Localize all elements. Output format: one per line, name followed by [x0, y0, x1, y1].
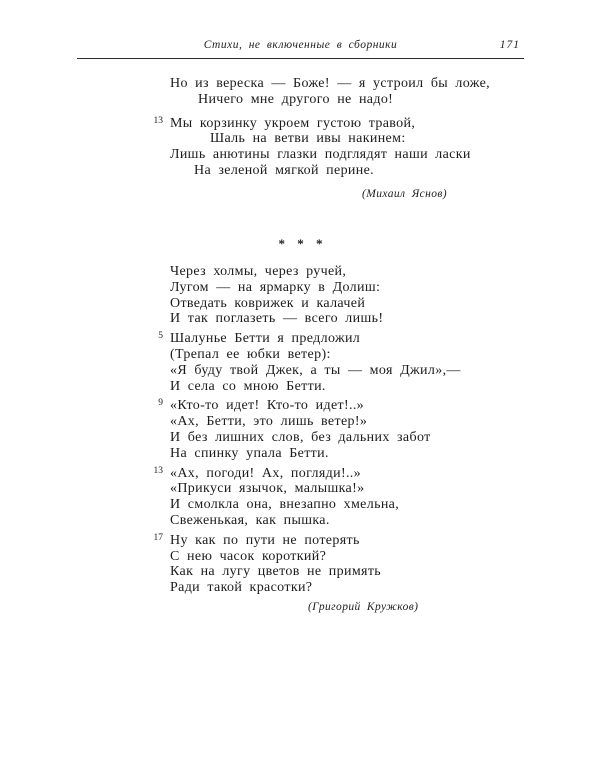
poem-line: Как на лугу цветов не примять — [170, 564, 382, 580]
poem-line: На спинку упала Бетти. — [170, 445, 329, 461]
poem-line: Отведать коврижек и калачей — [170, 295, 366, 311]
page-number: 171 — [499, 39, 520, 51]
poem-line: Ради такой красотки? — [170, 580, 313, 596]
poem-line: И без лишних слов, без дальних забот — [170, 429, 431, 445]
poem-line: И смолкла она, внезапно хмельна, — [170, 497, 400, 513]
poem-line-text: Мы корзинку укроем густою травой, — [170, 115, 416, 131]
stanza — [158, 398, 461, 461]
poem-line — [153, 532, 461, 549]
section-separator: * * * — [278, 236, 323, 251]
poem-line — [153, 465, 461, 482]
line-number: 13 — [153, 115, 163, 126]
line-number: 17 — [153, 532, 163, 543]
poem-line-text: «Кто-то идет! Кто-то идет!..» — [170, 398, 365, 414]
stanza — [170, 264, 461, 327]
poem-line: Лугом — на ярмарку в Долиш: — [170, 279, 381, 295]
header-rule — [77, 58, 524, 59]
poem-line — [158, 398, 461, 414]
poem-line: Шаль на ветви ивы накинем: — [210, 131, 406, 147]
poem-line — [153, 115, 490, 132]
poem-line: «Ах, Бетти, это лишь ветер!» — [170, 414, 368, 430]
poem-kruzhkov — [153, 264, 461, 616]
poem-line: Но из вереска — Боже! — я устроил бы ложе, — [170, 76, 490, 91]
poem-line: Через холмы, через ручей, — [170, 264, 347, 279]
poem-line-text: «Ах, погоди! Ах, погляди!..» — [170, 465, 362, 481]
poem-line: Лишь анютины глазки подглядят наши ласки — [170, 147, 471, 163]
poem-line-text: Ну как по пути не потерять — [170, 532, 360, 548]
line-number: 5 — [158, 331, 163, 342]
poem-line: «Прикуси язычок, малышка!» — [170, 481, 365, 497]
stanza — [170, 76, 490, 108]
stanza — [153, 532, 461, 596]
poem-line: На зеленой мягкой перине. — [194, 162, 375, 178]
stanza — [158, 331, 461, 394]
line-number: 13 — [153, 465, 163, 476]
line-number: 9 — [158, 398, 163, 409]
poem-line — [158, 331, 461, 347]
poem-line: С нею часок короткий? — [170, 548, 327, 564]
translator-attribution: (Григорий Кружков) — [308, 600, 419, 613]
poem-line: (Трепал ее юбки ветер): — [170, 346, 331, 362]
poem-line: Свеженькая, как пышка. — [170, 512, 330, 528]
stanza — [153, 465, 461, 529]
stanza — [153, 115, 490, 179]
running-header: Стихи, не включенные в сборники — [203, 39, 398, 51]
poem-line-text: Шалунье Бетти я предложил — [170, 331, 361, 347]
translator-attribution: (Михаил Яснов) — [362, 187, 448, 200]
poem-yasnov — [153, 76, 490, 203]
poem-line: «Я буду твой Джек, а ты — моя Джил»,— — [170, 362, 461, 378]
poem-line: Ничего мне другого не надо! — [198, 91, 394, 107]
poem-line: И села со мною Бетти. — [170, 378, 326, 394]
poem-line: И так поглазеть — всего лишь! — [170, 311, 384, 327]
